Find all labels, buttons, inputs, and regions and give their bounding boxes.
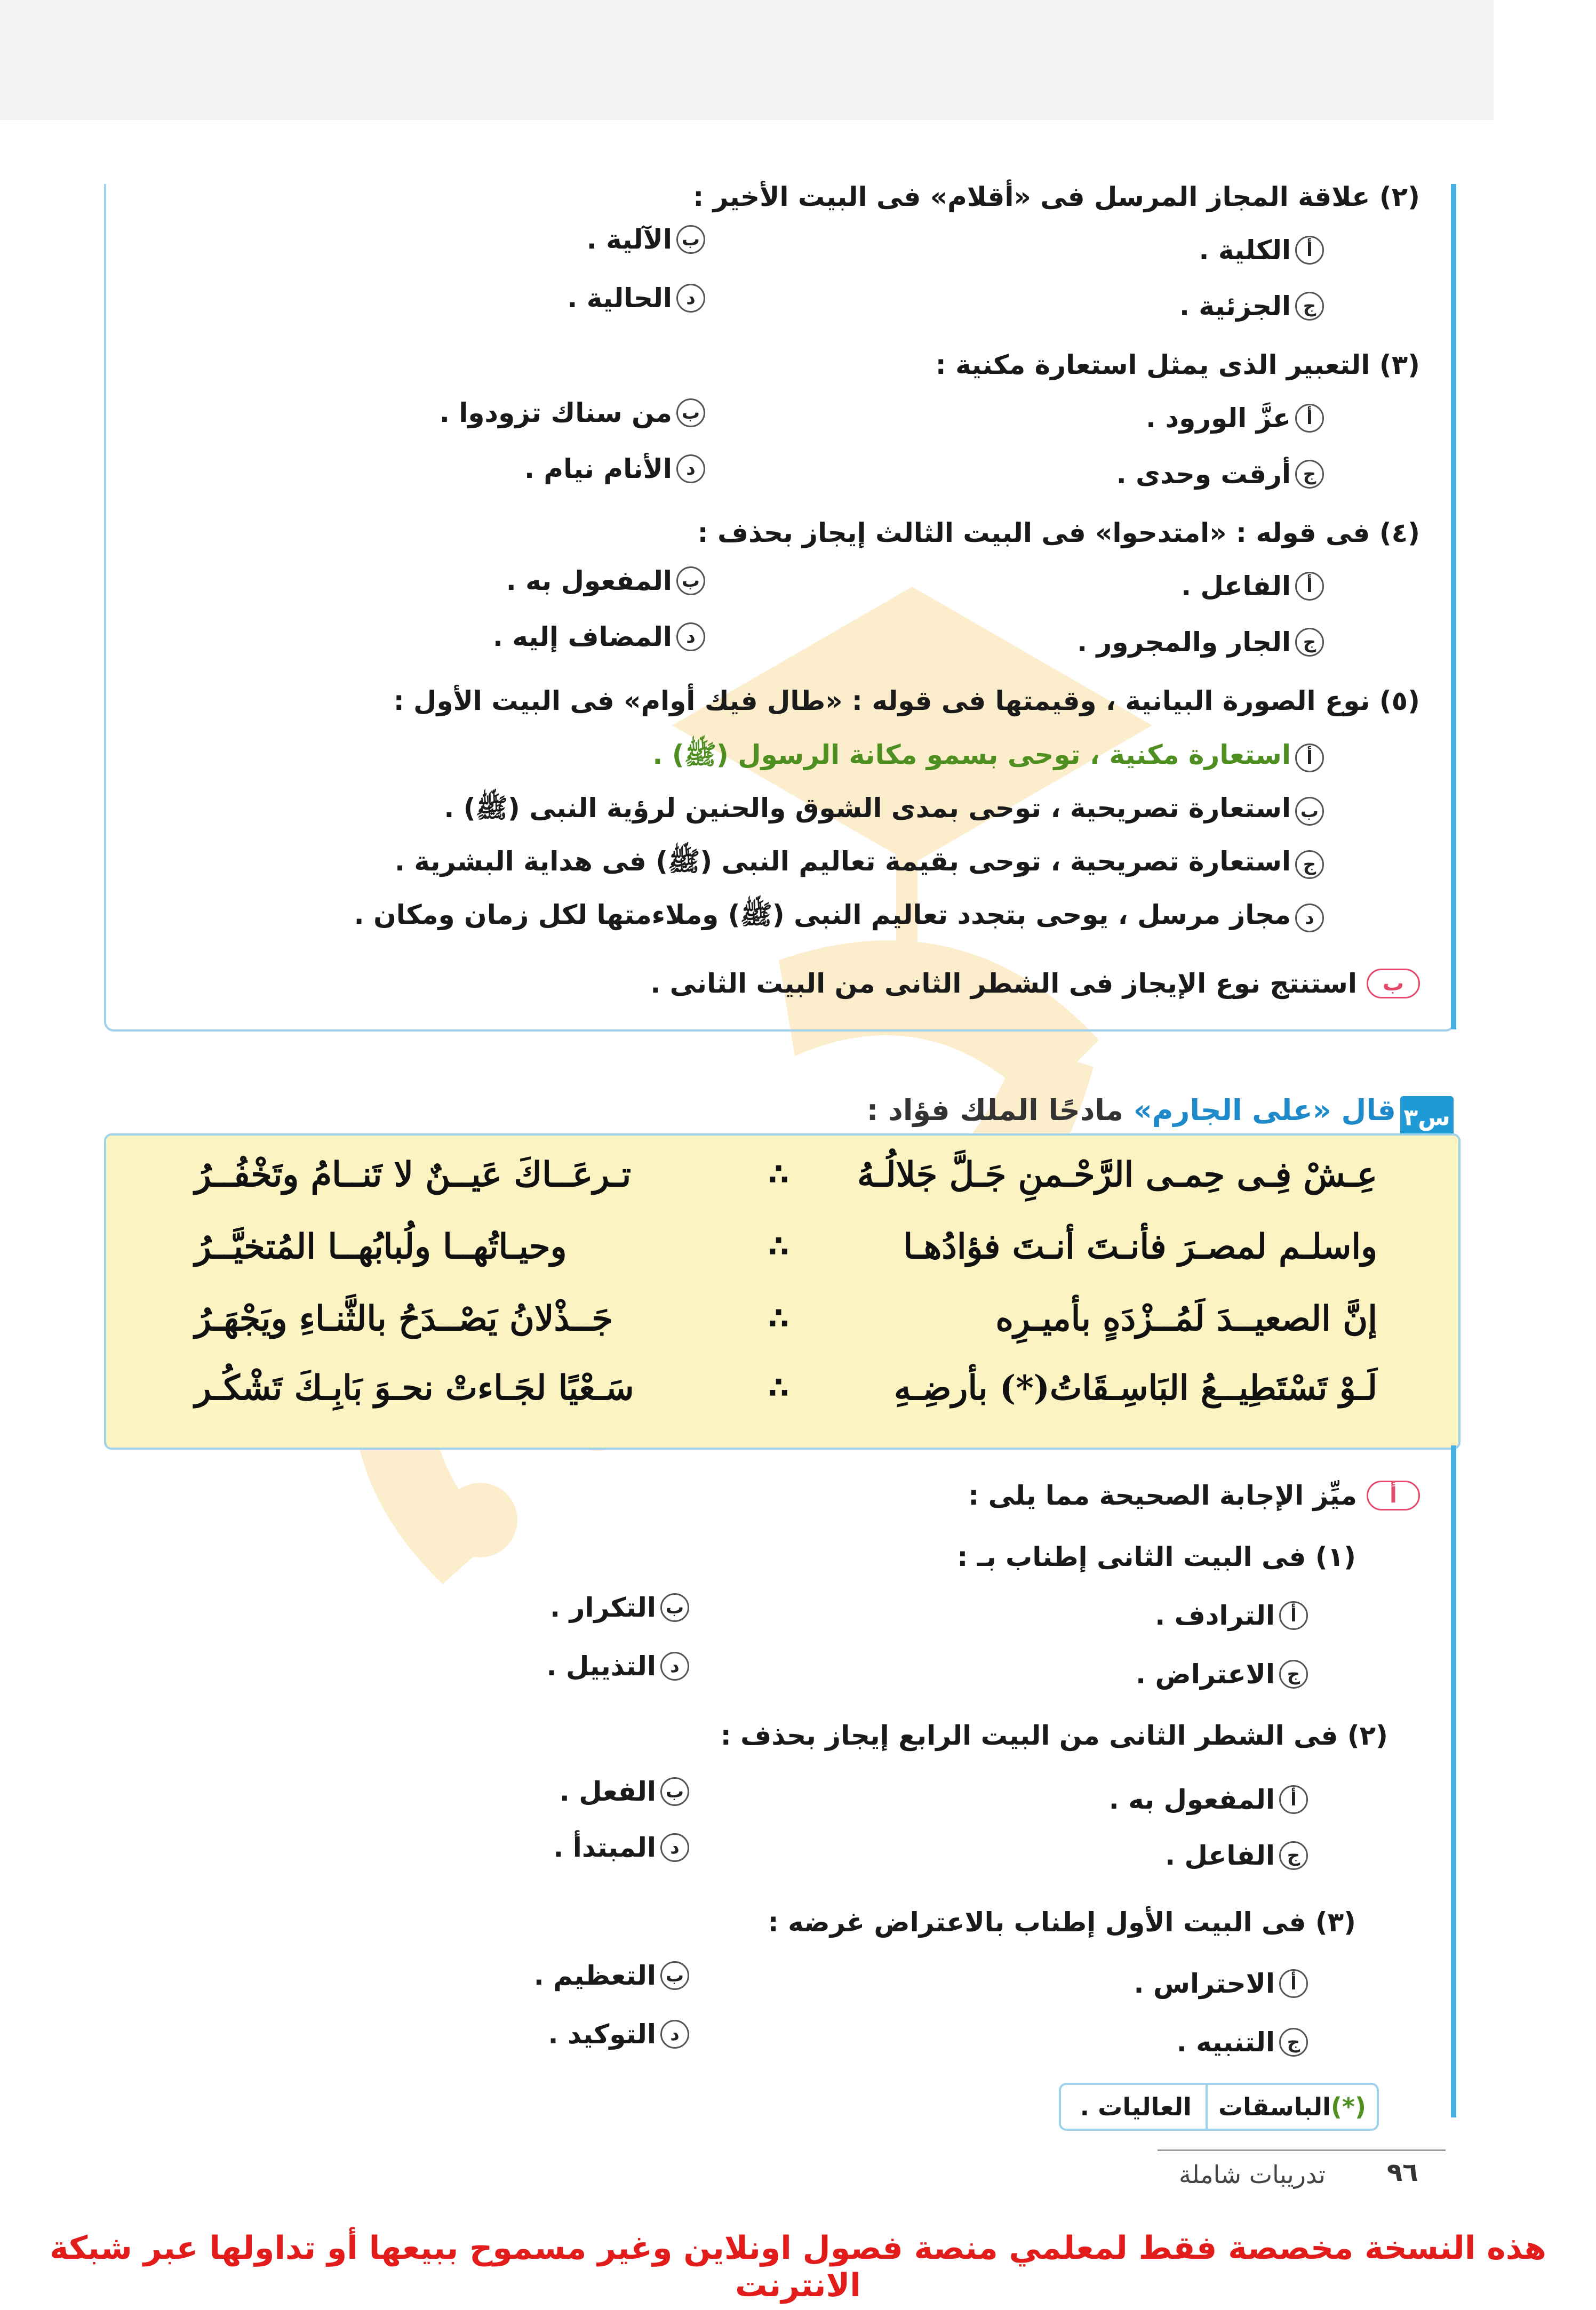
s2-q3-option-b[interactable]: ب التعظيم .: [534, 1960, 689, 1991]
poem-separator: ∴: [768, 1157, 789, 1192]
part-b-label: ب: [1367, 969, 1420, 998]
poem-separator: ∴: [768, 1229, 789, 1264]
s2-q2-option-b[interactable]: ب الفعل .: [560, 1776, 689, 1807]
q2-text: (٢) علاقة المجاز المرسل فى «أقلام» فى البيت الأخير :: [693, 181, 1420, 212]
poem-separator: ∴: [768, 1371, 789, 1405]
s2-q1-option-d[interactable]: د التذييل .: [547, 1651, 689, 1682]
q3-text: (٣) التعبير الذى يمثل استعارة مكنية :: [935, 349, 1420, 380]
q4-option-c[interactable]: ج الجار والمجرور .: [1077, 627, 1324, 658]
q3-option-a[interactable]: أ عزَّ الورود .: [1146, 403, 1324, 434]
part-b-text: استنتج نوع الإيجاز فى الشطر الثانى من البيت الثانى .: [650, 968, 1357, 999]
s2-q1-option-c[interactable]: ج الاعتراض .: [1136, 1659, 1308, 1690]
page-number: ٩٦: [1387, 2157, 1418, 2187]
part-a: [968, 1480, 1420, 1511]
footnote-meaning: العاليات .: [1080, 2092, 1192, 2121]
s2-q2-option-a[interactable]: أ المفعول به .: [1109, 1784, 1308, 1815]
part-a-label: أ: [1367, 1481, 1420, 1510]
q2-option-c[interactable]: ج الجزئية .: [1179, 291, 1324, 322]
footer-section-name: تدريبات شاملة: [1179, 2160, 1326, 2189]
s2-q1-option-b[interactable]: ب التكرار .: [550, 1592, 689, 1623]
poem-line-4-second: سَـعْيًا لجَـاءتْ نحـوَ بَابِـكَ تَشْكُـر: [195, 1368, 634, 1408]
option-letter: أ: [1295, 236, 1324, 265]
poem-line-2-second: وحيـاتُهــا ولُبابُهــا المُتخيَّــرُ: [195, 1227, 567, 1267]
q5-text: (٥) نوع الصورة البيانية ، وقيمتها فى قوله : «طال فيك أوام» فى البيت الأول :: [393, 685, 1420, 716]
poem-line-1-first: عِـشْ فِـى حِمـى الرَّحْـمنِ جَـلَّ جَلالُـهُ: [857, 1155, 1377, 1195]
s2-q1-text: (١) فى البيت الثانى إطناب بـ :: [957, 1541, 1356, 1572]
q4-text: (٤) فى قوله : «امتدحوا» فى البيت الثالث إيجاز بحذف :: [697, 517, 1420, 548]
q2-option-d[interactable]: د الحالية .: [567, 283, 705, 314]
question-3-title: قال «على الجارم» مادحًا الملك فؤاد :: [866, 1093, 1396, 1127]
q3-option-d[interactable]: د الأنام نيام .: [524, 453, 705, 484]
question-box-1-accent: [1451, 184, 1456, 1029]
part-a-text: ميِّز الإجابة الصحيحة مما يلى :: [968, 1480, 1357, 1511]
footnote-box: [1059, 2083, 1379, 2131]
footnote-word: الباسقات: [1218, 2092, 1331, 2121]
question-3-badge: س٣: [1400, 1096, 1454, 1139]
s2-q2-text: (٢) فى الشطر الثانى من البيت الرابع إيجاز بحذف :: [720, 1720, 1388, 1751]
poem-separator: ∴: [768, 1301, 789, 1336]
q4-option-b[interactable]: ب المفعول به .: [506, 565, 705, 596]
part-b: [650, 968, 1420, 999]
option-letter: د: [676, 284, 705, 313]
q3-option-b[interactable]: ب من سناك تزودوا .: [440, 397, 705, 428]
s2-q3-option-d[interactable]: د التوكيد .: [548, 2019, 689, 2050]
poem-line-4-first: لَـوْ تَسْتَطِيــعُ البَاسِـقَاتُ(*) بأرضِـهِ: [894, 1368, 1377, 1408]
q5-option-b[interactable]: ب استعارة تصريحية ، توحى بمدى الشوق والحنين لرؤية النبى (ﷺ) .: [444, 792, 1324, 830]
q5-option-a[interactable]: أ استعارة مكنية ، توحى بسمو مكانة الرسول (ﷺ) .: [652, 739, 1324, 777]
q4-option-d[interactable]: د المضاف إليه .: [493, 621, 705, 652]
copyright-notice: هذه النسخة مخصصة فقط لمعلمي منصة فصول اونلاين وغير مسموح ببيعها أو تداولها عبر شبكة الانترنت: [50, 2229, 1546, 2304]
s2-q3-text: (٣) فى البيت الأول إطناب بالاعتراض غرضه :: [768, 1907, 1356, 1938]
poem-line-1-second: تـرعَــاكَ عَيــنٌ لا تَنــامُ وتَخْفُــرُ: [195, 1155, 632, 1195]
q2-option-a[interactable]: أ الكلية .: [1199, 235, 1324, 266]
option-letter: ب: [676, 225, 705, 254]
option-letter: ج: [1295, 292, 1324, 321]
q5-option-d[interactable]: د مجاز مرسل ، يوحى بتجدد تعاليم النبى (ﷺ) وملاءمتها لكل زمان ومكان .: [354, 899, 1324, 937]
question-box-2-accent: [1451, 1445, 1456, 2117]
q5-option-c[interactable]: ج استعارة تصريحية ، توحى بقيمة تعاليم النبى (ﷺ) فى هداية البشرية .: [395, 845, 1324, 884]
s2-q3-option-a[interactable]: أ الاحتراس .: [1134, 1968, 1308, 1999]
s2-q2-option-d[interactable]: د المبتدأ .: [553, 1832, 689, 1863]
s2-q1-option-a[interactable]: أ الترادف .: [1155, 1600, 1308, 1631]
poem-line-2-first: واسلـم لمصـرَ فأنـتَ أنـتَ فؤادُهـا: [903, 1227, 1377, 1267]
q4-option-a[interactable]: أ الفاعل .: [1181, 571, 1324, 602]
q3-option-c[interactable]: ج أرقت وحدى .: [1116, 459, 1324, 490]
footer-divider: [1158, 2149, 1446, 2151]
poem-line-3-second: جَــذْلانُ يَصْــدَحُ بالثَّنـاءِ ويَجْهَـرُ: [195, 1299, 613, 1339]
s2-q2-option-c[interactable]: ج الفاعل .: [1165, 1840, 1308, 1871]
s2-q3-option-c[interactable]: ج التنبيه .: [1177, 2027, 1308, 2058]
footnote-marker: (*): [1330, 2092, 1366, 2121]
q2-option-b[interactable]: ب الآلية .: [587, 224, 705, 255]
poem-line-3-first: إنَّ الصعيــدَ لَمُــزْدَهٍ بأميـرِه: [995, 1299, 1377, 1339]
